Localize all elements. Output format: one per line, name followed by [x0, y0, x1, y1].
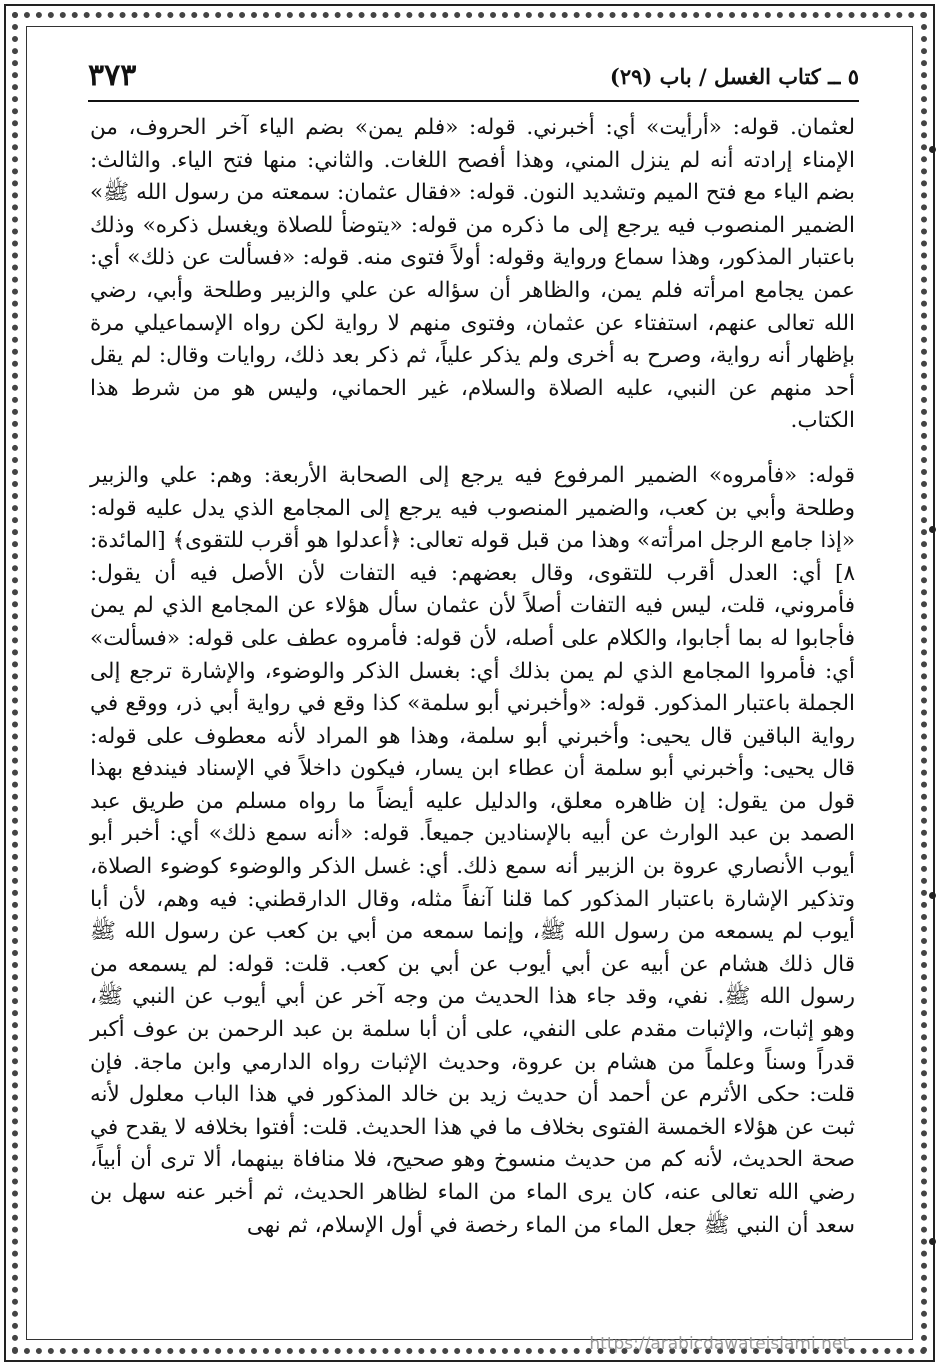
- page-header: [88, 58, 859, 98]
- page-number: ٣٧٣: [88, 58, 137, 93]
- body-text: [90, 112, 855, 1242]
- watermark-url: https://arabicdawateislami.net: [589, 1334, 849, 1354]
- header-rule: [88, 100, 859, 102]
- running-head: ٥ ــ كتاب الغسل / باب (٢٩): [609, 64, 859, 89]
- paragraph-1: لعثمان. قوله: «أرأيت» أي: أخبرني. قوله: «فلم يمن» بضم الياء آخر الحروف، من الإمناء إرادته أنه لم ينزل المني، وهذا أفصح اللغات. والثاني: منها فتح الياء. والثالث: بضم الياء مع فتح الميم وتشديد النون. قوله: «فقال عثمان: سمعته من رسول الله ﷺ» الضمير المنصوب فيه يرجع إلى ما ذكره من قوله: «يتوضأ للصلاة ويغسل ذكره» وذلك باعتبار المذكور، وهذا سماع ورواية وقوله: أولاً فتوى منه. قوله: «فسألت عن ذلك» أي: عمن يجامع امرأته فلم يمن، والظاهر أن سؤاله عن علي والزبير وطلحة وأبي، رضي الله تعالى عنهم، استفتاء عن عثمان، وفتوى منهم لا رواية لكن رواه الإسماعيلي مرة بإظهار أنه رواية، وصرح به أخرى ولم يذكر علياً، ثم ذكر بعد ذلك، روايات وقال: لم يقل أحد منهم عن النبي، عليه الصلاة والسلام، غير الحماني، وليس هو من شرط هذا الكتاب.: [90, 115, 855, 434]
- margin-dot: [929, 892, 936, 899]
- paragraph-2: قوله: «فأمروه» الضمير المرفوع فيه يرجع إلى الصحابة الأربعة: وهم: علي والزبير وطلحة وأبي بن كعب، والضمير المنصوب فيه يرجع إلى المجامع الذي يدل عليه قوله: «إذا جامع الرجل امرأته» وهذا من قبل قوله تعالى: ﴿أعدلوا هو أقرب للتقوى﴾ [المائدة: ٨] أي: العدل أقرب للتقوى، وقال بعضهم: فيه التفات لأن الأصل فيه أن يقول: فأمروني، قلت، ليس فيه التفات أصلاً لأن عثمان سأل هؤلاء عن المجامع الذي لم يمن فأجابوا له بما أجابوا، والكلام على أصله، لأن قوله: فأمروه عطف على قوله: «فسألت» أي: فأمروا المجامع الذي لم يمن بذلك أي: بغسل الذكر والوضوء، والإشارة ترجع إلى الجملة باعتبار المذكور. قوله: «وأخبرني أبو سلمة» كذا وقع في رواية أبي ذر، ووقع في رواية الباقين قال يحيى: وأخبرني أبو سلمة، وهذا هو المراد لأنه معطوف على قوله: قال يحيى: وأخبرني أبو سلمة أن عطاء ابن يسار، فيكون داخلاً في الإسناد فيندفع بهذا قول من يقول: إن ظاهره معلق، والدليل عليه أيضاً ما رواه مسلم من طريق عبد الصمد بن عبد الوارث عن أبيه بالإسنادين جميعاً. قوله: «أنه سمع ذلك» أي: أخبر أبو أيوب الأنصاري عروة بن الزبير أنه سمع ذلك. أي: غسل الذكر والوضوء كوضوء الصلاة، وتذكير الإشارة باعتبار المذكور كما قلنا آنفاً مثله، وقال الدارقطني: فيه وهم، لأن أبا أيوب لم يسمعه من رسول الله ﷺ، وإنما سمعه من أبي بن كعب عن رسول الله ﷺ قال ذلك هشام عن أبيه عن أبي أيوب عن أبي بن كعب. قلت: قوله: لم يسمعه من رسول الله ﷺ. نفي، وقد جاء هذا الحديث من وجه آخر عن أبي أيوب عن النبي ﷺ، وهو إثبات، والإثبات مقدم على النفي، على أن أبا سلمة بن عبد الرحمن بن عوف أكبر قدراً وسناً وعلماً من هشام بن عروة، وحديث الإثبات رواه الدارمي وابن ماجة. فإن قلت: حكى الأثرم عن أحمد أن حديث زيد بن خالد المذكور في هذا الباب معلول لأنه ثبت عن هؤلاء الخمسة الفتوى بخلاف ما في هذا الحديث. قلت: أفتوا بخلافه لا يقدح في صحة الحديث، لأنه كم من حديث منسوخ وهو صحيح، فلا منافاة بينهما، ألا ترى أن أبياً، رضي الله تعالى عنه، كان يرى الماء من الماء لظاهر الحديث، ثم أخبر عنه سهل بن سعد أن النبي ﷺ جعل الماء من الماء رخصة في أول الإسلام، ثم نهى: [90, 462, 855, 1238]
- margin-dot: [929, 526, 936, 533]
- margin-dot: [929, 146, 936, 153]
- margin-dot: [929, 1238, 936, 1245]
